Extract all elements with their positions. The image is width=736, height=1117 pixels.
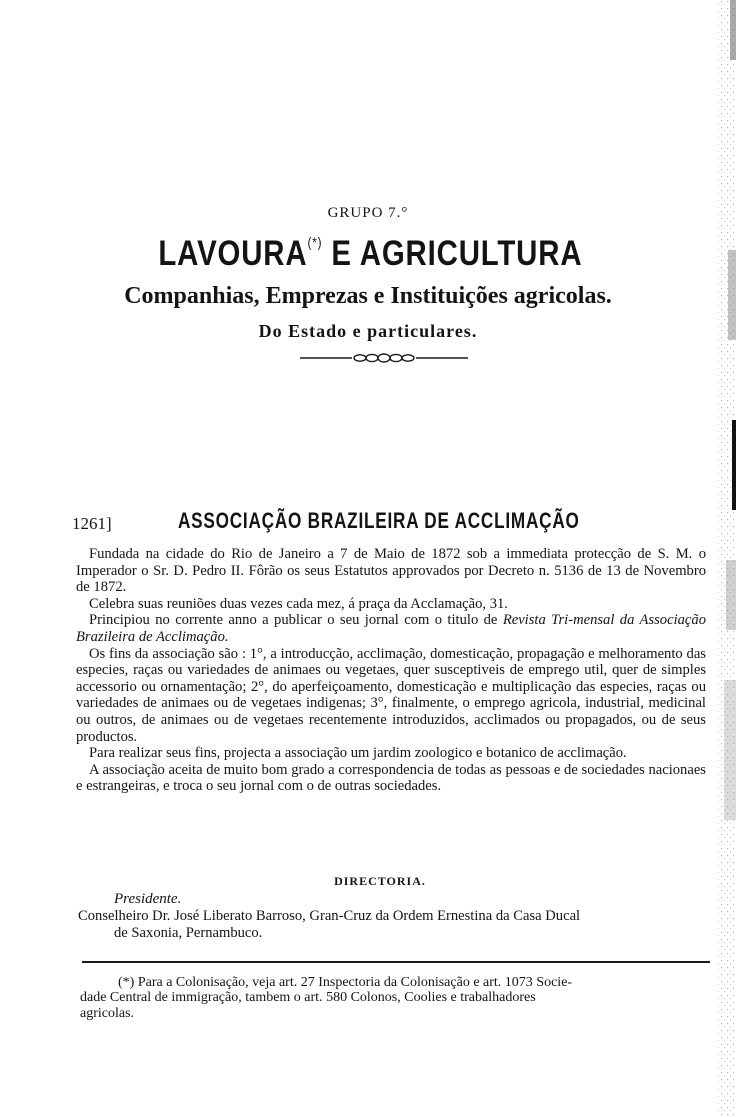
journal-title: Revista Tri-mensal da Associação Brazileira de Acclimação.	[76, 612, 707, 645]
paragraph-correspondence: A associação aceita de muito bom grado a correspondencia de todas as pessoas e de sociedades nacionaes e estrangeiras, e troca o seu jornal com o de outras sociedades.	[76, 761, 706, 795]
entry-body	[76, 546, 706, 795]
entry-heading: ASSOCIAÇÃO BRAZILEIRA DE ACCLIMAÇÃO	[178, 508, 580, 533]
paragraph-journal	[76, 612, 706, 645]
section-subtitle: Companhias, Emprezas e Instituições agricolas.	[124, 283, 612, 309]
president-name-line-2: de Saxonia, Pernambuco.	[114, 924, 263, 941]
directoria-label: DIRECTORIA.	[334, 874, 426, 888]
footnote-line-3: agricolas.	[80, 1005, 135, 1021]
paragraph-aims: Os fins da associação são : 1°, a introducção, acclimação, domesticação, propagação e melhoramento das especies, raças ou variedades de animaes ou vegetaes, quer susceptiveis de emprego util, quer de simples accessorio ou ornamentação; 2°, do aperfeiçoamento, domesticação e multiplicação das especies, raças ou variedades de animaes ou de vegetaes indigenas; 3°, finalmente, o emprego agricola, industrial, medicinal ou outros, de animaes ou de vegetaes recentemente introduzidos, acclimados ou propagados, ou de seus productos.	[76, 645, 706, 745]
title-rest: E AGRICULTURA	[322, 234, 583, 273]
section-title	[61, 234, 679, 274]
section-subtitle-2: Do Estado e particulares.	[258, 321, 478, 341]
footnote-line-1: (*) Para a Colonisação, veja art. 27 Inspectoria da Colonisação e art. 1073 Socie-	[118, 975, 573, 990]
paragraph-founding: Fundada na cidade do Rio de Janeiro a 7 de Maio de 1872 sob a immediata protecção de S. M. o Imperador o Sr. D. Pedro II. Fôrão os seus Estatutos approvados por Decreto n. 5136 de 13 de Novembro de 1872.	[76, 546, 706, 596]
group-label: GRUPO 7.°	[327, 205, 409, 221]
president-role: Presidente.	[114, 891, 182, 907]
footnote-marker: (*)	[307, 234, 323, 250]
footnote	[80, 975, 710, 1021]
footnote-rule	[82, 961, 710, 963]
page-edge-shadow	[708, 0, 736, 1117]
footnote-line-2: dade Central de immigração, tambem o art. 580 Colonos, Coolies e trabalhadores	[80, 990, 536, 1006]
president-name	[78, 908, 708, 941]
entry-number: 1261]	[72, 514, 112, 533]
journal-intro: Principiou no corrente anno a publicar o seu jornal com o titulo de	[89, 612, 503, 629]
paragraph-garden: Para realizar seus fins, projecta a associação um jardim zoologico e botanico de acclimação.	[89, 745, 627, 762]
title-word: LAVOURA	[158, 234, 308, 273]
president-name-line-1: Conselheiro Dr. José Liberato Barroso, Gran-Cruz da Ordem Ernestina da Casa Ducal	[78, 908, 581, 924]
ornament-divider	[300, 352, 468, 364]
paragraph-meetings: Celebra suas reuniões duas vezes cada mez, á praça da Acclamação, 31.	[89, 595, 508, 612]
